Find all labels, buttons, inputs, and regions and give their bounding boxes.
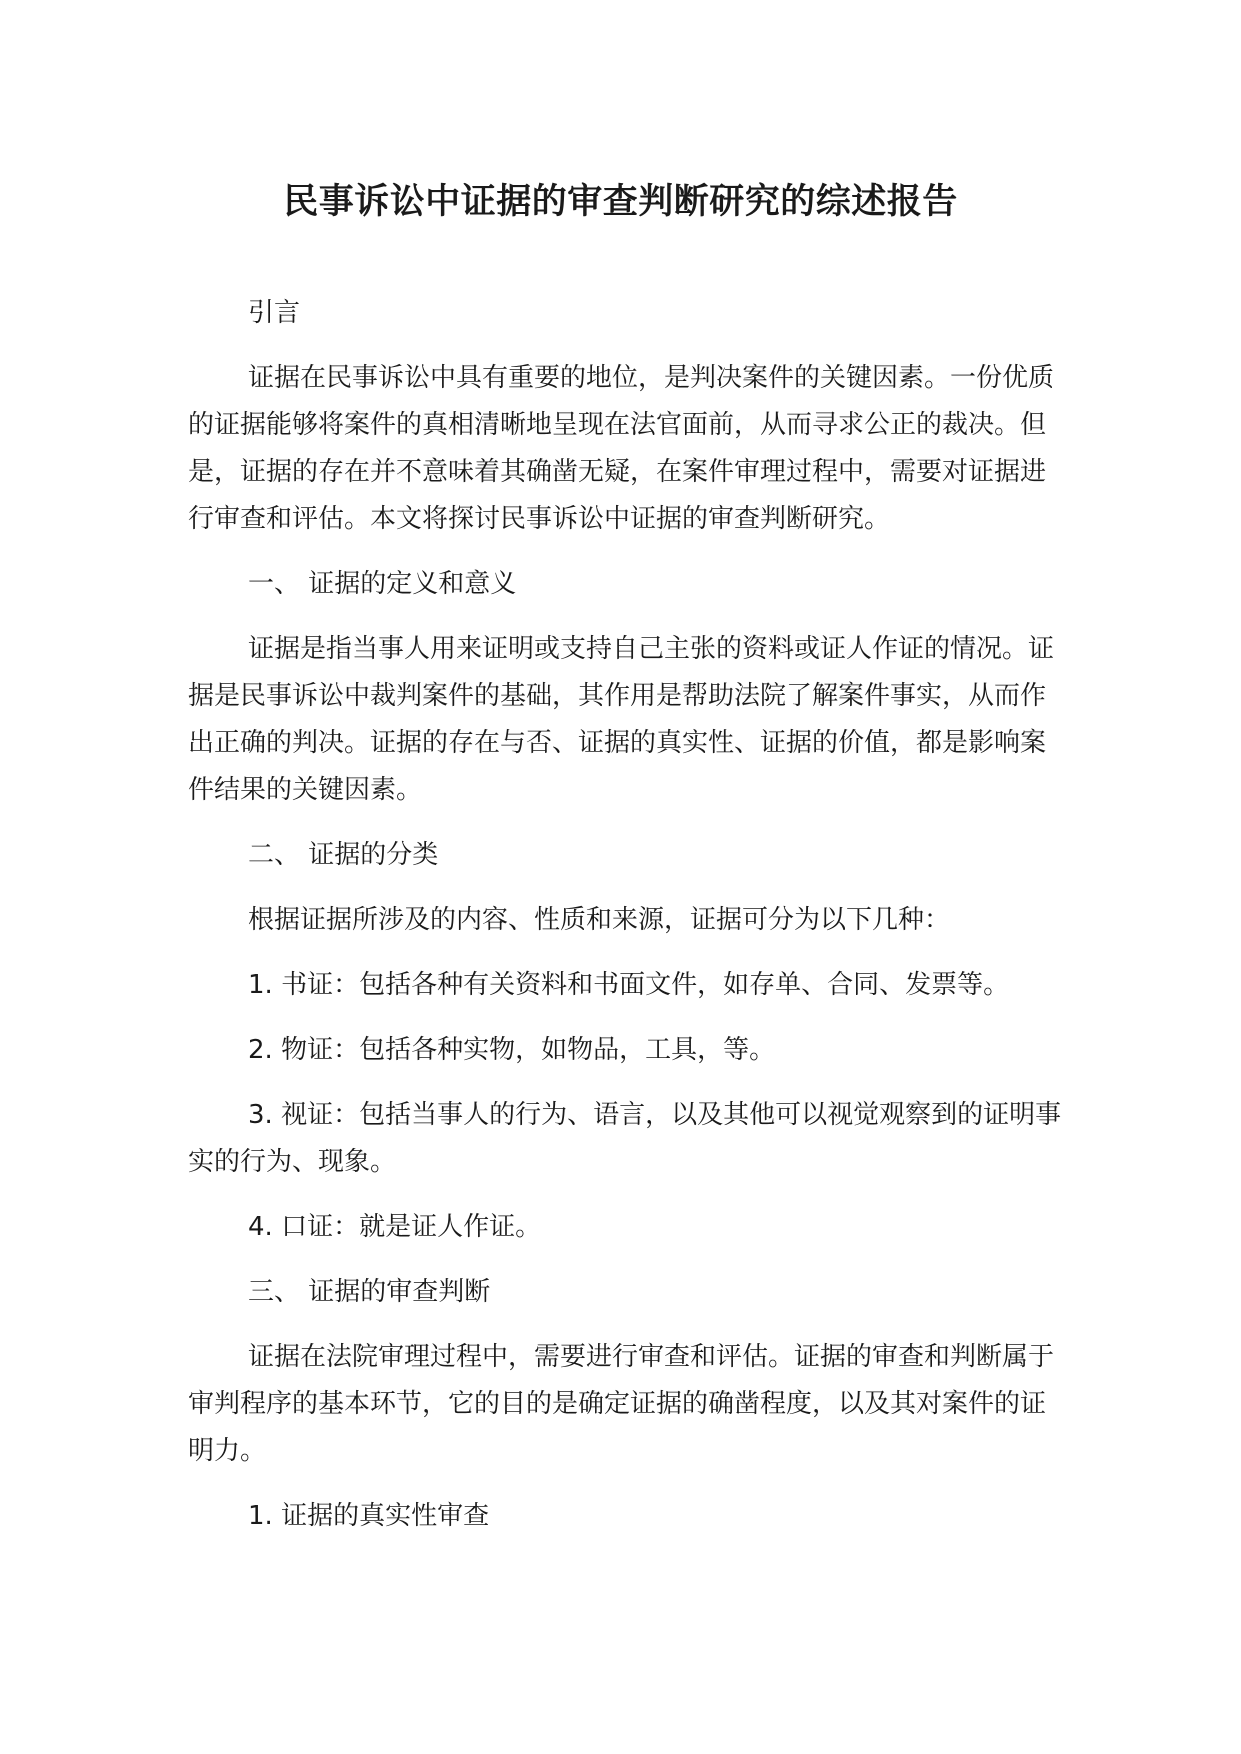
list-item-visual: [188, 1092, 1068, 1186]
section-heading-3: 三、 证据的审查判断: [248, 1277, 491, 1307]
classification-intro: 根据证据所涉及的内容、性质和来源，证据可分为以下几种：: [248, 905, 951, 935]
paragraph-review: [188, 1334, 1068, 1475]
paragraph-line: 裁决。但是，证据的存在并不意味着其确凿无疑，在案件审理过程中，: [188, 410, 1047, 487]
document-title: 民事诉讼中证据的审查判断研究的综述报告: [283, 182, 958, 222]
paragraph-line: 明事实的行为、现象。: [188, 1100, 1062, 1177]
paragraph-line: 证据在民事诉讼中具有重要的地位，是判决案件的关键因素。一份: [248, 363, 1003, 393]
paragraph-line: 需要对证据进行审查和评估。本文将探讨民事诉讼中证据的审查判断研: [188, 457, 1047, 534]
paragraph-line: 究。: [838, 504, 891, 534]
document-body: [188, 290, 1068, 1558]
paragraph-definition: [188, 626, 1068, 814]
paragraph-intro: [188, 355, 1068, 543]
section-heading-intro: 引言: [248, 298, 301, 328]
paragraph-line: 证据在法院审理过程中，需要进行审查和评估。证据的审查和判断: [248, 1342, 1003, 1372]
paragraph-line: 优质的证据能够将案件的真相清晰地呈现在法官面前，从而寻求公正的: [188, 363, 1055, 440]
paragraph-line: 从而作出正确的判决。证据的存在与否、证据的真实性、证据的价值，: [188, 681, 1047, 758]
paragraph-line: 证据是民事诉讼中裁判案件的基础，其作用是帮助法院了解案件事实，: [188, 634, 1055, 711]
paragraph-line: 属于审判程序的基本环节，它的目的是确定证据的确凿程度，以及其对: [188, 1342, 1055, 1419]
paragraph-line: 案件的证明力。: [188, 1389, 1047, 1466]
list-item-physical: 2. 物证：包括各种实物，如物品，工具，等。: [248, 1035, 776, 1065]
list-item-documentary: 1. 书证：包括各种有关资料和书面文件，如存单、合同、发票等。: [248, 970, 1010, 1000]
paragraph-line: 证据是指当事人用来证明或支持自己主张的资料或证人作证的情况。: [248, 634, 1029, 664]
paragraph-line: 都是影响案件结果的关键因素。: [188, 728, 1047, 805]
section-heading-1: 一、 证据的定义和意义: [248, 569, 517, 599]
list-item-oral: 4. 口证：就是证人作证。: [248, 1212, 542, 1242]
subsection-heading-authenticity: 1. 证据的真实性审查: [248, 1501, 490, 1531]
paragraph-line: 3. 视证：包括当事人的行为、语言，以及其他可以视觉观察到的证: [248, 1100, 1010, 1130]
section-heading-2: 二、 证据的分类: [248, 840, 439, 870]
